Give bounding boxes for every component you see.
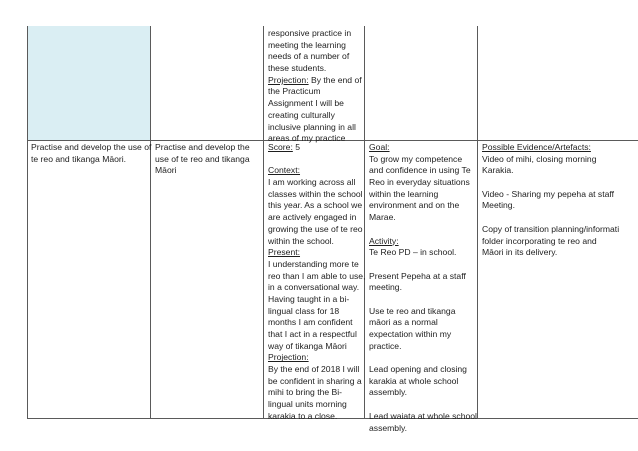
reflection-cell: Score: 5 Context: I am working across all classes within the school this year. As a school we are actively engaged in growing the use of te reo within the school. Present: I understanding more te reo than I am able to use, in a conversational way. Having taught in a bi- lingual class for 18 months I am confident that I act in a respectful way of tikanga Māori Projection: By the end of 2018 I will be confident in sharing a mihi to bring the Bi- lingual units morning karakia to a close. [268,142,366,421]
evidence-label: Possible Evidence/Artefacts: [482,142,591,152]
standard-cell: Practise and develop the use of te reo and tikanga Māori. [31,142,152,164]
goal-label: Goal: [369,142,390,152]
table-border [263,26,264,419]
score-label: Score: [268,142,293,152]
activity-label: Activity: [369,235,399,246]
projection-label: Projection: [268,352,309,363]
context-label: Context: [268,165,301,176]
table-border [27,26,28,419]
table-border [150,26,151,419]
present-label: Present: [268,247,301,258]
top-cell-text: responsive practice in meeting the learning needs of a number of these students. Projection: By the end of the Practicum Assignment I will be creating culturally inclusive planning in all areas of my practice [268,28,362,144]
evidence-cell: Possible Evidence/Artefacts: Video of mihi, closing morning Karakia. Video - Sharing my pepeha at staff Meeting. Copy of transition planning/informati folder incorporating te reo and Māori in its delivery. [482,142,638,259]
indicator-cell: Practise and develop the use of te reo and tikanga Māori [155,142,250,176]
shaded-cell [27,26,150,140]
projection-label: Projection: [268,74,309,85]
goal-cell: Goal: To grow my competence and confidence in using Te Reo in everyday situations within the learning environment and on the Marae. Activity: Te Reo PD – in school. Present Pepeha at a staff meeting. Use te reo and tikanga māori as a normal expectation within my practice. Lead opening and closing karakia at whole school assembly. Lead waiata at whole school assembly. [369,142,477,433]
table-border [477,26,478,419]
